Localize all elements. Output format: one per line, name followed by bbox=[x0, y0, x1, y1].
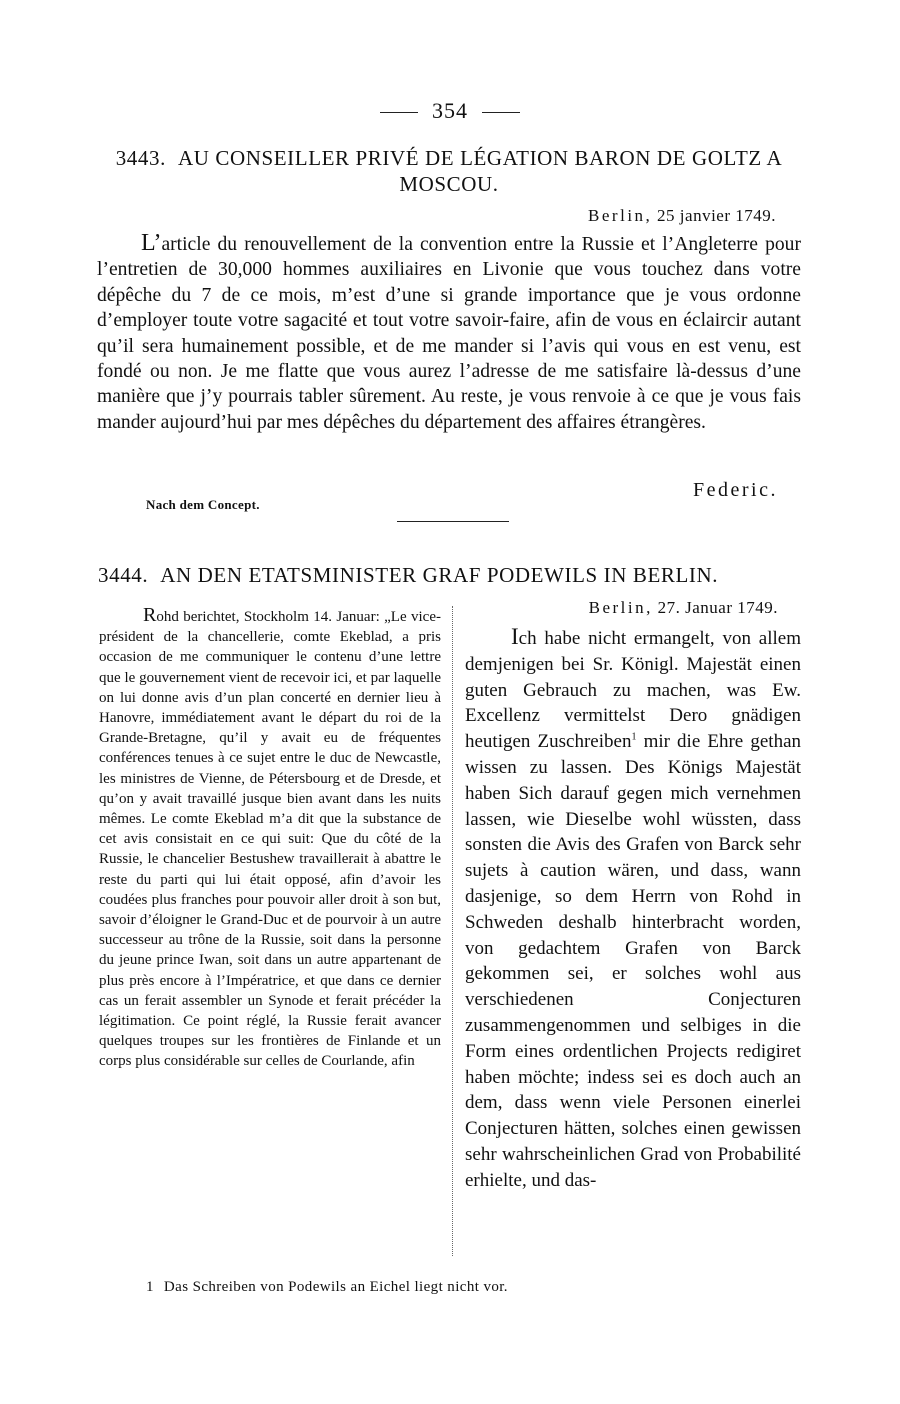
page-number-value: 354 bbox=[432, 98, 468, 123]
letter-3444-body-column bbox=[465, 624, 801, 1194]
letter-3443-place: Berlin, bbox=[588, 206, 653, 225]
letter-3443-signature: Federic. bbox=[693, 479, 778, 501]
letter-3443-date: 25 janvier 1749. bbox=[657, 206, 776, 225]
letter-3443-dateline bbox=[450, 206, 776, 226]
letter-3444-place: Berlin, bbox=[588, 598, 653, 617]
page-number-dash-left bbox=[380, 112, 418, 113]
letter-3443-source-note: Nach dem Concept. bbox=[146, 497, 260, 512]
letter-3443-body: L’article du renouvellement de la convention entre la Russie et l’Angleterre pour l’entretien de 30,000 hommes auxiliaires en Livonie que vous touchez dans votre dépêche du 7 de ce mois, m’est d’une si grande importance que je vous ordonne d’employer toute votre sagacité et tout votre savoir-faire, afin de vous en éclaircir autant qu’il sera humainement possible, et de me mander si l’avis qui vous en est venu, est fondé ou non. Je me flatte que vous aurez l’adresse de me satisfaire là-dessus d’une manière que j’y pourrais tabler sûrement. Au reste, je vous renvoie à ce que je vous fais mander aujourd’hui par mes dépêches du département des affaires étrangères. bbox=[97, 230, 801, 433]
letter-3444-heading bbox=[98, 562, 804, 588]
footnote-mark: 1 bbox=[146, 1279, 154, 1295]
letter-3444-number: 3444. bbox=[98, 563, 149, 587]
footnote bbox=[146, 1279, 806, 1296]
letter-separator bbox=[397, 521, 509, 522]
letter-3443-number: 3443. bbox=[115, 146, 166, 170]
page-number bbox=[0, 98, 900, 124]
letter-3444-dateline bbox=[462, 598, 778, 618]
letter-3444-title: AN DEN ETATSMINISTER GRAF PODEWILS IN BERLIN. bbox=[160, 563, 719, 587]
footnote-text: Das Schreiben von Podewils an Eichel liegt nicht vor. bbox=[163, 1279, 508, 1295]
letter-3444-body-part-a: Ich habe nicht ermangelt, von allem demjenigen bei Sr. Königl. Majestät einen guten Gebrauch zu machen, was Ew. Excellenz vermittelst Dero gnädigen heutigen Zuschreiben bbox=[465, 624, 801, 753]
letter-3444-body-part-b: mir die Ehre gethan wissen zu lassen. Des Königs Majestät haben Sich darauf gegen mich vernehmen lassen, wie Dieselbe wohl wüssten, dass sonsten die Avis des Grafen von Barck sehr sujets à caution wären, und dass, wann dasjenige, so dem Herrn von Rohd in Schweden deshalb hinterbracht worden, von gedachtem Grafen von Barck gekommen sei, er solches wohl aus verschiedenen Conjecturen zusammengenommen und selbiges in die Form eines ordentlichen Projects redigiret haben möchte; indess sei es doch auch an dem, dass wenn viele Personen einerlei Conjecturen hätten, solches einen gewissen sehr wahrscheinlichen Grad von Probabilité erhielte, und das- bbox=[465, 731, 801, 1191]
letter-3443-title: AU CONSEILLER PRIVÉ DE LÉGATION BARON DE GOLTZ A MOSCOU. bbox=[177, 146, 783, 196]
footnote-reference: 1 bbox=[631, 731, 637, 743]
letter-3443-heading bbox=[96, 145, 802, 197]
page-number-dash-right bbox=[482, 112, 520, 113]
letter-3444-summary-column: Rohd berichtet, Stockholm 14. Januar: „Le vice-président de la chancellerie, comte Ekeblad, a pris occasion de me communiquer le contenu d’une lettre que le gouvernement vient de recevoir ici, et par laquelle on lui donne avis d’un plan concerté en dernier lieu à Hanovre, immédiatement avant le départ du roi de la Grande-Bretagne, qu’il y avait eu de fréquentes conférences tenues à ce sujet entre le duc de Newcastle, les ministres de Vienne, de Pétersbourg et de Dresde, et qu’on y avait travaillé jusque bien avant dans les nuits mêmes. Le comte Ekeblad m’a dit que la substance de cet avis consistait en ce qui suit: Que du côté de la Russie, le chancelier Bestushew travaillerait à abattre le reste du parti qui lui était opposé, afin d’avoir les coudées plus franches pour pouvoir aller droit à son but, savoir d’éloigner le Grand-Duc et de pourvoir à un autre successeur au trône de la Russie, soit dans la personne du jeune prince Iwan, soit dans un autre appartenant de plus près encore à l’Impératrice, et que dans ce dernier cas un ferait assembler un Synode et ferait précéder la légitimation. Ce point réglé, la Russie ferait avancer quelques troupes sur les frontières de Finlande et un corps plus considérable sur celles de Courlande, afin bbox=[99, 604, 441, 1070]
column-divider bbox=[452, 606, 453, 1256]
letter-3444-date: 27. Januar 1749. bbox=[657, 598, 778, 617]
